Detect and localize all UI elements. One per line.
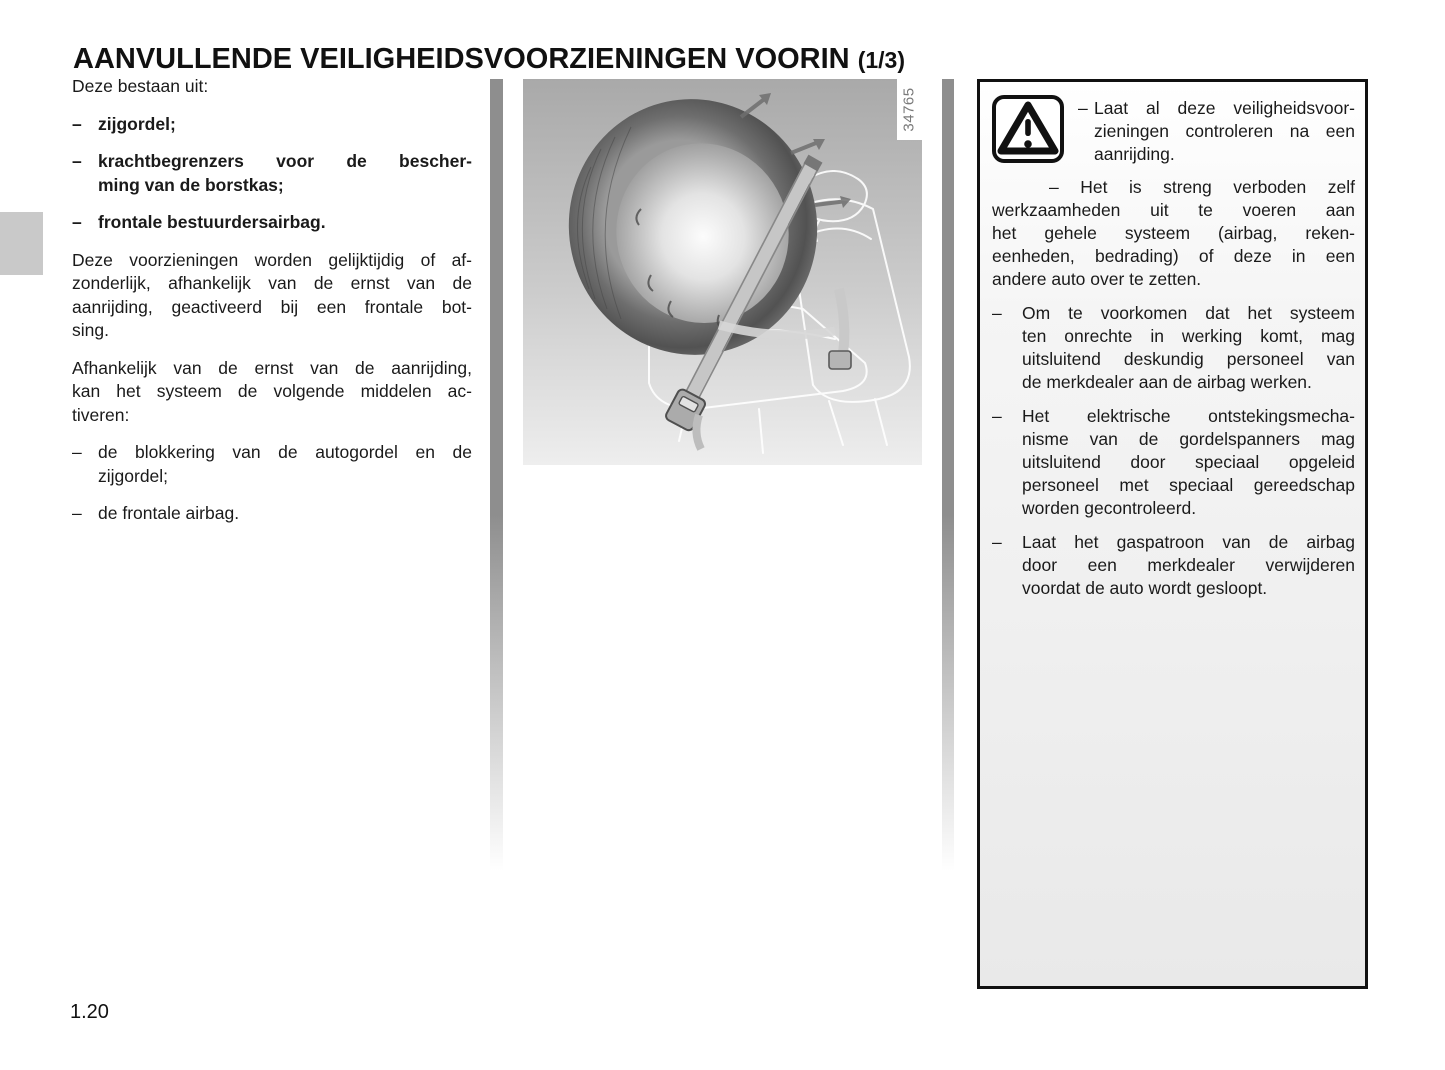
page-title-main: AANVULLENDE VEILIGHEIDSVOORZIENINGEN VOORIN	[73, 43, 850, 76]
bullet-dash: –	[72, 113, 82, 134]
text-line: zijgordel;	[98, 113, 176, 134]
airbag-figure	[523, 79, 922, 465]
text-line: nisme van de gordelspanners mag	[1022, 429, 1355, 449]
bullet-dash: –	[72, 442, 82, 462]
page-title-suffix: (1/3)	[857, 47, 905, 74]
paragraph	[72, 357, 472, 428]
text-line: ten onrechte in werking komt, mag	[1022, 326, 1355, 346]
paragraph	[72, 441, 472, 488]
text-line: Deze voorzieningen worden gelijktijdig of af-	[72, 249, 472, 270]
text-line: de blokkering van de autogordel en de	[98, 442, 472, 462]
bullet-dash: –	[72, 503, 82, 523]
text-line: aanrijding, geactiveerd bij een frontale bot-	[72, 296, 472, 317]
text-line: uitsluitend door speciaal opgeleid	[1022, 452, 1355, 472]
chapter-tab-marker	[0, 212, 43, 275]
text-line: worden gecontroleerd.	[1022, 498, 1197, 518]
divider-bar-right	[942, 79, 954, 871]
text-line: Laat het gaspatroon van de airbag	[1022, 532, 1355, 552]
text-line: werkzaamheden uit te voeren aan	[992, 200, 1355, 220]
left-column	[72, 75, 472, 540]
paragraph	[72, 249, 472, 343]
text-line: uitsluitend deskundig personeel van	[1022, 349, 1355, 369]
bullet-dash: –	[72, 151, 82, 171]
bullet-dash: –	[992, 303, 1002, 323]
paragraph	[992, 405, 1355, 520]
text-line: Deze bestaan uit:	[72, 76, 209, 96]
warning-box	[977, 79, 1368, 989]
text-line: Afhankelijk van de ernst van de aanrijding,	[72, 357, 472, 378]
text-line: sing.	[72, 320, 109, 340]
bullet-dash: –	[992, 406, 1002, 426]
text-line: Het elektrische ontstekingsmecha-	[1022, 406, 1355, 426]
paragraph	[72, 502, 472, 526]
bullet-dash: –	[1078, 98, 1088, 118]
page-title	[73, 43, 905, 76]
text-line: kan het systeem de volgende middelen ac-	[72, 381, 472, 401]
text-line: tiveren:	[72, 404, 130, 425]
text-line: frontale bestuurdersairbag.	[98, 212, 326, 232]
text-line: Om te voorkomen dat het systeem	[1022, 303, 1355, 323]
bullet-dash: –	[992, 532, 1002, 552]
paragraph	[992, 302, 1355, 394]
paragraph	[72, 150, 472, 197]
paragraph	[992, 531, 1355, 600]
bullet-dash: –	[72, 212, 82, 232]
text-line: de merkdealer aan de airbag werken.	[1022, 372, 1312, 392]
text-line: personeel met speciaal gereedschap	[1022, 475, 1355, 495]
text-line: aanrijding.	[1094, 144, 1175, 164]
text-line: eenheden, bedrading) of deze in een	[992, 246, 1355, 266]
paragraph	[1078, 97, 1355, 166]
paragraph	[992, 176, 1355, 291]
divider-bar-left	[490, 79, 503, 871]
page-number: 1.20	[70, 1001, 109, 1023]
airbag-seat-illustration	[523, 79, 922, 465]
text-line: voordat de auto wordt gesloopt.	[1022, 578, 1268, 598]
paragraph	[72, 211, 472, 235]
warning-triangle-icon	[992, 95, 1064, 163]
text-line: zieningen controleren na een	[1094, 121, 1355, 141]
text-line: – Het is streng verboden zelf	[1049, 177, 1355, 197]
text-line: zijgordel;	[98, 465, 169, 486]
paragraph	[72, 75, 472, 99]
text-line: door een merkdealer verwijderen	[1022, 555, 1355, 575]
figure-number-text: 34765	[901, 87, 918, 132]
text-line: andere auto over te zetten.	[992, 269, 1202, 289]
figure-number	[897, 79, 922, 140]
text-line: het gehele systeem (airbag, reken-	[992, 223, 1355, 243]
text-line: krachtbegrenzers voor de bescher-	[98, 151, 472, 171]
text-line: zonderlijk, afhankelijk van de ernst van de	[72, 273, 472, 293]
text-line: ming van de borstkas;	[98, 174, 284, 195]
text-line: de frontale airbag.	[98, 503, 240, 523]
paragraph	[72, 113, 472, 137]
text-line: Laat al deze veiligheidsvoor-	[1094, 98, 1355, 118]
warning-items	[992, 97, 1355, 600]
